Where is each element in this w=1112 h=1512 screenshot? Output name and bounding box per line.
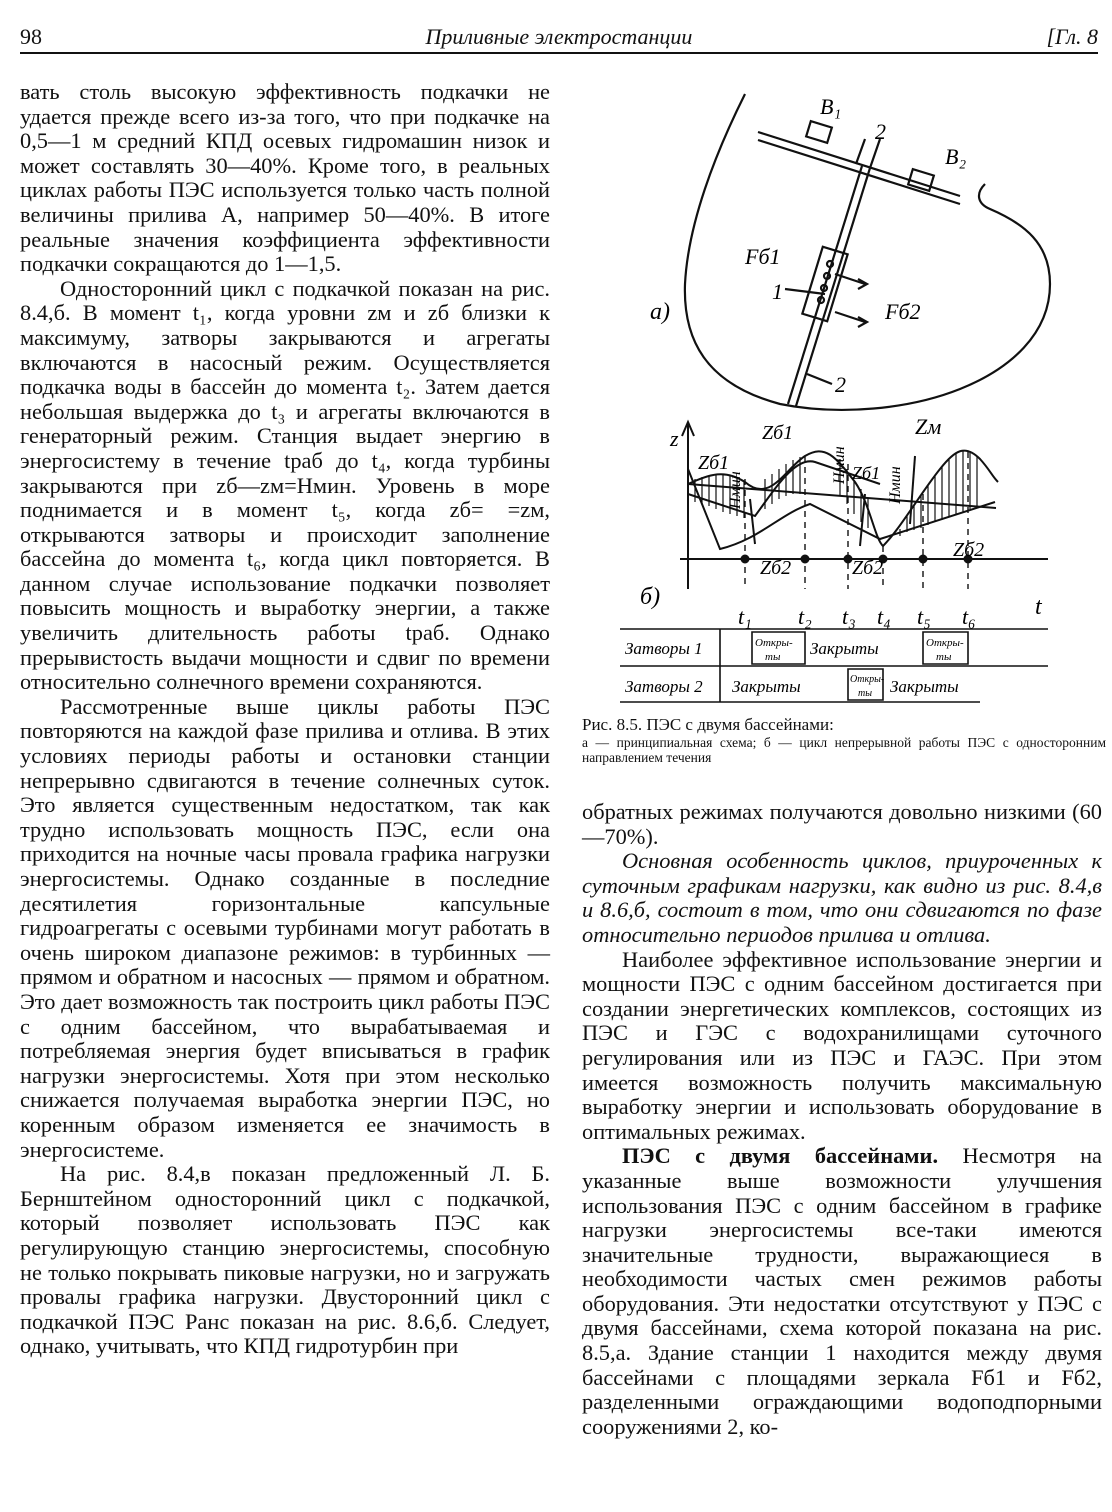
caption-title: Рис. 8.5. ПЭС с двумя бассейнами: [582, 715, 834, 734]
chapter-marker: [Гл. 8 [1046, 24, 1098, 49]
label-t-axis: t [1035, 594, 1042, 620]
row2-open2: ты [858, 688, 872, 699]
figure-caption [582, 715, 1106, 765]
paragraph: Рассмотренные выше циклы работы ПЭС повторяются на каждой фазе прилива и отлива. В этих условиях периоды работы и остановки станции непрерывно сдвигаются в течение солнечных суток. Это является существенным недостатком, так как трудно использовать мощность ПЭС, если она приходится на ночные часы провала графика нагрузки энергосистемы. Однако созданные в последние десятилетия горизонтальные капсульные гидроагрегаты с осевыми турбинами могут работать в очень широком диапазоне режимов: в турбинных — прямом и обратном и насосных — прямом и обратном. Это дает возможность так построить цикл работы ПЭС с одним бассейном, что вырабатываемая и потребляемая энергия будет вписываться в график нагрузки энергосистемы. Хотя при этом несколько снижается получаемая выработка энергии ПЭС, но коренным образом изменяется ее значимость в энергосистеме. [20, 693, 550, 1162]
paragraph: На рис. 8.4,в показан предложенный Л. Б. Бернштейном односторонний цикл с подкачкой, который позволяет использовать ПЭС как регулирующую станцию энергосистемы, способную не только покрывать пиковые нагрузки, но и загружать провалы графика нагрузки. Двусторонний цикл с подкачкой ПЭС Ранс показан на рис. 8.6,б. Следует, однако, учитывать, что КПД гидротурбин при [20, 1161, 550, 1359]
row2-closed-b: Закрыты [890, 677, 959, 696]
left-column [20, 80, 550, 1359]
paragraph: Односторонний цикл с подкачкой показан на рис. 8.4,б. В момент t₁, когда уровни zм и zб близки к максимуму, затворы закрываются и агрегаты включаются в насосный режим. Осуществляется подкачка воды в бассейн до момента t₂. Затем дается небольшая выдержка до t₃ и агрегаты включаются в генераторный режим. Станция выдает энергию в энергосистему в течение tраб до t₄, когда турбины закрываются при zб—zм=Hмин. Уровень в море поднимается и в момент t₅, когда zб= =zм, открываются затворы и происходит заполнение бассейна до момента t₆, когда цикл повторяется. В данном случае использование подкачки позволяет повысить мощность и выработку энергии, а также увеличить длительность работы tраб. Однако прерывистость выдачи мощности и сдвиг по времени относительно солнечного времени сохраняются. [20, 275, 550, 695]
paragraph-italic: Основная особенность циклов, приуроченных к суточным графикам нагрузки, как видно из рис. 8.4,в и 8.6,б, состоит в том, что они сдвигаются по фазе относительно периодов прилива и отлива. [582, 848, 1102, 947]
label-z-axis: z [670, 426, 679, 451]
row2-open: Откры- [850, 674, 885, 685]
dam-middle-b [796, 168, 870, 406]
label-zb2-c: Zб2 [953, 539, 985, 561]
panel-a-label: а) [650, 299, 670, 325]
row2-label: Затворы 2 [625, 677, 703, 696]
running-header [20, 18, 1098, 54]
paragraph: обратных режимах получаются довольно низкими (60—70%). [582, 799, 1102, 849]
label-t1: t₁ [738, 604, 752, 629]
gate-b1 [806, 121, 832, 143]
paragraph [582, 1144, 1102, 1439]
label-hmin-3: Hмин [887, 466, 904, 504]
label-hmin-1: Hмин [727, 471, 744, 509]
label-2-bottom: 2 [835, 372, 846, 397]
paragraph-text: Несмотря на указанные выше возможности улучшения использования ПЭС с одним бассейном в графике нагрузки энергосистемы все-таки имеются значительные трудности, выражающиеся в необходимости частых смен режимов работы оборудования. Эти недостатки отсутствуют у ПЭС с двумя бассейнами, схема которой показана на рис. 8.5,а. Здание станции 1 находится между двумя бассейнами с площадями зеркала Fб1 и Fб2, разделенными ограждающими водоподпорными сооружениями 2, ко- [582, 1143, 1102, 1439]
basin-coastline [685, 94, 1050, 410]
label-t3: t₃ [842, 604, 856, 629]
label-t6: t₆ [962, 604, 976, 629]
row2-closed-a: Закрыты [732, 677, 801, 696]
label-t4: t₄ [877, 604, 891, 629]
figure-drawing [580, 84, 1105, 720]
row1-open-a: Откры- [755, 637, 793, 649]
label-b2: B₂ [945, 144, 967, 169]
label-fb1: Fб1 [745, 244, 781, 269]
row1-closed: Закрыты [810, 639, 879, 658]
paragraph: вать столь высокую эффективность подкачки не удается прежде всего из-за того, что при подкачке на 0,5—1 м средний КПД осевых гидромашин низок и может составлять 30—40%. Кроме того, в реальных циклах работы ПЭС используется только часть полной величины прилива A, например 50—40%. В итоге реальные значения коэффициента эффективности подкачки сокращаются до 1—1,5. [20, 79, 550, 277]
panel-b-label: б) [640, 584, 661, 610]
label-1: 1 [772, 279, 783, 304]
label-zb2-a: Zб2 [760, 557, 792, 579]
label-t2: t₂ [798, 604, 812, 629]
label-zm: Zм [915, 414, 942, 439]
label-zb1-mid: Zб1 [852, 463, 881, 483]
running-title: Приливные электростанции [425, 24, 693, 49]
label-hmin-2: Hмин [831, 446, 848, 484]
label-zb1-left: Zб1 [698, 452, 730, 474]
page-number: 98 [20, 24, 42, 49]
label-b1: B₁ [820, 94, 842, 119]
label-fb2: Fб2 [885, 299, 921, 324]
label-t5: t₅ [917, 604, 931, 629]
panel-a-scheme [685, 94, 1050, 410]
row1-open-b: Откры- [926, 637, 964, 649]
paragraph: Наиболее эффективное использование энергии и мощности ПЭС с одним бассейном достигается при создании энергетических комплексов, состоящих из ПЭС и ГЭС с водохранилищами суточного регулирования или из ПЭС и ГАЭС. При этом имеется возможность получить максимальную выработку энергии и использовать оборудование в оптимальных режимах. [582, 946, 1102, 1144]
label-2-top: 2 [875, 119, 886, 144]
figure-8-5 [580, 84, 1105, 720]
caption-text: а — принципиальная схема; б — цикл непрерывной работы ПЭС с односторонним направлением течения [582, 735, 1106, 765]
row1-open-b2: ты [936, 651, 952, 663]
row1-label: Затворы 1 [625, 639, 703, 658]
label-zb2-b: Zб2 [852, 557, 884, 579]
right-column [582, 800, 1102, 1439]
section-heading: ПЭС с двумя бассейнами. [622, 1143, 939, 1169]
label-zb1-top: Zб1 [762, 422, 794, 444]
row1-open-a2: ты [765, 651, 781, 663]
